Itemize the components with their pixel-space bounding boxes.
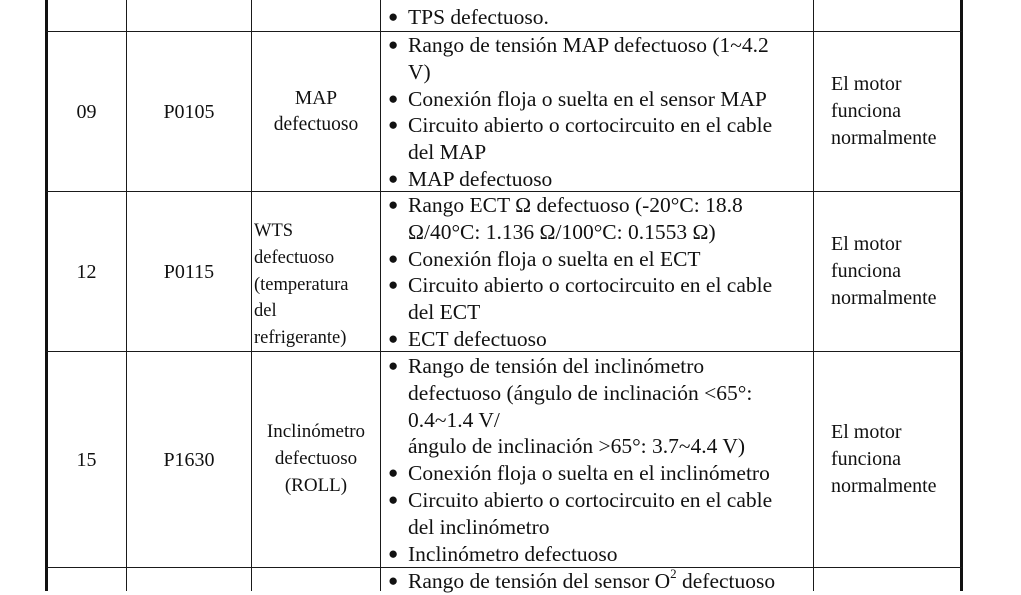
cause-item: ● Rango de tensión MAP defectuoso (1~4.2 V) xyxy=(388,33,769,84)
fault-code: P0115 xyxy=(163,260,215,283)
bullet-icon: ● xyxy=(388,7,399,26)
cause-item: ● Circuito abierto o cortocircuito en el cable del inclinómetro xyxy=(388,487,773,539)
cause-item: ● Rango ECT Ω defectuoso (-20°C: 18.8 Ω/40°C: 1.136 Ω/100°C: 0.1553 Ω) xyxy=(388,193,743,244)
row-number: 09 xyxy=(76,100,97,123)
component-cell: MAP defectuoso xyxy=(273,87,359,135)
bullet-icon: ● xyxy=(388,168,399,188)
causes-cell xyxy=(388,192,808,353)
component-cell: Inclinómetro defectuoso (ROLL) xyxy=(266,421,366,496)
cause-item: ● Conexión floja o suelta en el sensor MAP xyxy=(388,86,767,111)
bullet-icon: ● xyxy=(388,115,399,135)
bullet-icon: ● xyxy=(388,275,399,295)
bullet-icon: ● xyxy=(388,543,399,563)
cause-line: TPS defectuoso. xyxy=(408,5,549,29)
causes-cell xyxy=(388,4,808,31)
effect-cell: El motor funciona normalmente xyxy=(831,73,937,149)
cause-item: ● Conexión floja o suelta en el ECT xyxy=(388,246,701,271)
cause-item: ● Circuito abierto o cortocircuito en el cable del MAP xyxy=(388,113,773,165)
cause-line: Rango de tensión del sensor $O^2$ defectuoso xyxy=(408,565,776,593)
component-cell: WTS defectuoso (temperatura del refrigerante) xyxy=(254,221,349,349)
row-number: 15 xyxy=(76,448,97,471)
bullet-icon: ● xyxy=(388,35,399,54)
causes-cell xyxy=(388,353,808,567)
table-border-right xyxy=(960,0,963,591)
cause-item: ● ECT defectuoso xyxy=(388,326,547,351)
fault-code: P0105 xyxy=(163,100,215,123)
bullet-icon: ● xyxy=(388,88,399,108)
causes-cell xyxy=(388,32,808,193)
bullet-icon: ● xyxy=(388,571,399,590)
cause-item: ● Inclinómetro defectuoso xyxy=(388,541,618,566)
effect-cell: El motor funciona normalmente xyxy=(831,421,937,497)
cause-item xyxy=(388,4,808,31)
effect-cell: El motor funciona normalmente xyxy=(831,233,937,309)
column-divider xyxy=(813,0,814,591)
bullet-icon: ● xyxy=(388,195,399,214)
column-divider xyxy=(380,0,381,591)
cause-item: ● Rango de tensión del inclinómetro defectuoso (ángulo de inclinación <65°: 0.4~1.4 V/ ángulo de inclinación >65°: 3.7~4.4 V) xyxy=(388,354,753,459)
bullet-icon: ● xyxy=(388,328,399,348)
cause-item: ● Circuito abierto o cortocircuito en el cable del ECT xyxy=(388,273,773,325)
fault-code: P1630 xyxy=(163,448,215,471)
bullet-icon: ● xyxy=(388,356,399,375)
row-number: 12 xyxy=(76,260,97,283)
bullet-icon: ● xyxy=(388,463,399,483)
bullet-icon: ● xyxy=(388,248,399,268)
cause-item: ● Conexión floja o suelta en el inclinómetro xyxy=(388,461,770,486)
cause-item: ● MAP defectuoso xyxy=(388,166,553,191)
bullet-icon: ● xyxy=(388,489,399,509)
